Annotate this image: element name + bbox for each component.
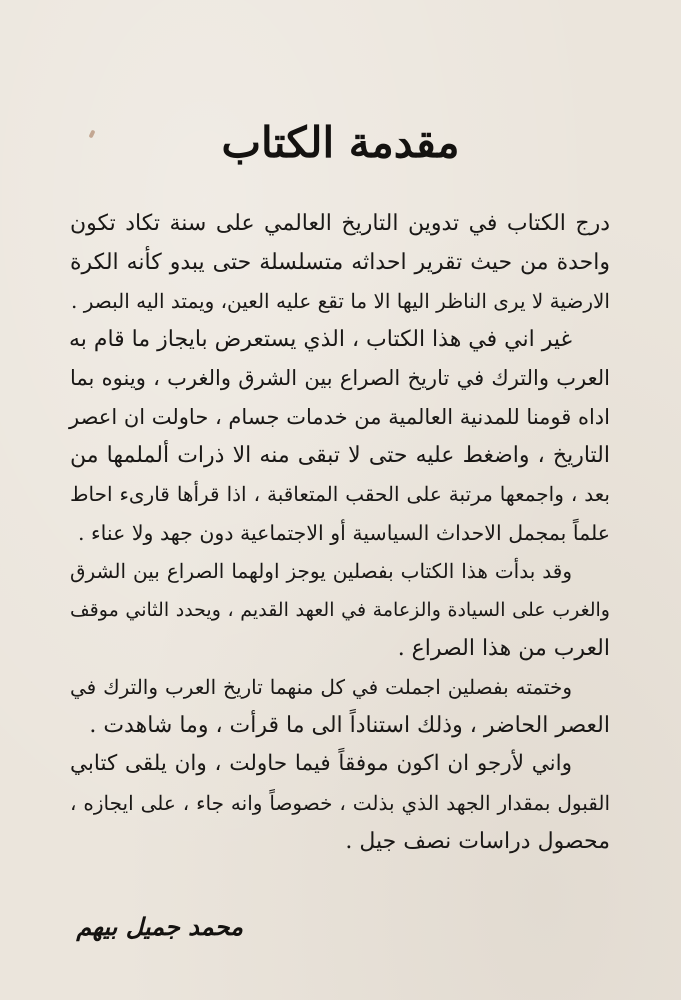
- text-line: وقد بدأت هذا الكتاب بفصلين يوجز اولهما الصراع بين الشرق: [70, 559, 572, 584]
- text-line: علماً بمجمل الاحداث السياسية أو الاجتماعية دون جهد ولا عناء .: [78, 520, 610, 545]
- text-line: العرب والترك في تاريخ الصراع بين الشرق والغرب ، وينوه بما: [70, 366, 610, 391]
- text-line: محصول دراسات نصف جيل .: [345, 828, 610, 854]
- text-line: العصر الحاضر ، وذلك استناداً الى ما قرأت ، وما شاهدت .: [89, 712, 610, 738]
- text-line: اداه قومنا للمدنية العالمية من خدمات جسام ، حاولت ان اعصر: [68, 404, 610, 429]
- text-line: وختمته بفصلين اجملت في كل منهما تاريخ العرب والترك في: [70, 675, 572, 700]
- text-line: درج الكتاب في تدوين التاريخ العالمي على سنة تكاد تكون: [70, 211, 610, 236]
- introduction-body: [70, 205, 610, 861]
- text-line: الارضية لا يرى الناظر اليها الا ما تقع عليه العين، ويمتد اليه البصر .: [71, 289, 610, 314]
- author-signature: محمد جميل بيهم: [76, 912, 243, 941]
- text-line: بعد ، واجمعها مرتبة على الحقب المتعاقبة ، اذا قرأها قارىء احاط: [70, 482, 610, 507]
- page-title: مقدمة الكتاب: [221, 118, 460, 167]
- text-line: التاريخ ، واضغط عليه حتى لا تبقى منه الا ذرات ألملمها من: [70, 442, 610, 468]
- text-line: غير اني في هذا الكتاب ، الذي يستعرض بايجاز ما قام به: [68, 326, 572, 352]
- text-line: والغرب على السيادة والزعامة في العهد القديم ، ويحدد الثاني موقف: [70, 598, 610, 621]
- text-line: واني لأرجو ان اكون موفقاً فيما حاولت ، وان يلقى كتابي: [70, 751, 572, 777]
- text-line: واحدة من حيث تقرير احداثه متسلسلة حتى يبدو كأنه الكرة: [70, 249, 610, 275]
- text-line: العرب من هذا الصراع .: [397, 635, 610, 661]
- text-line: القبول بمقدار الجهد الذي بذلت ، خصوصاً وانه جاء ، على ايجازه ،: [70, 790, 610, 815]
